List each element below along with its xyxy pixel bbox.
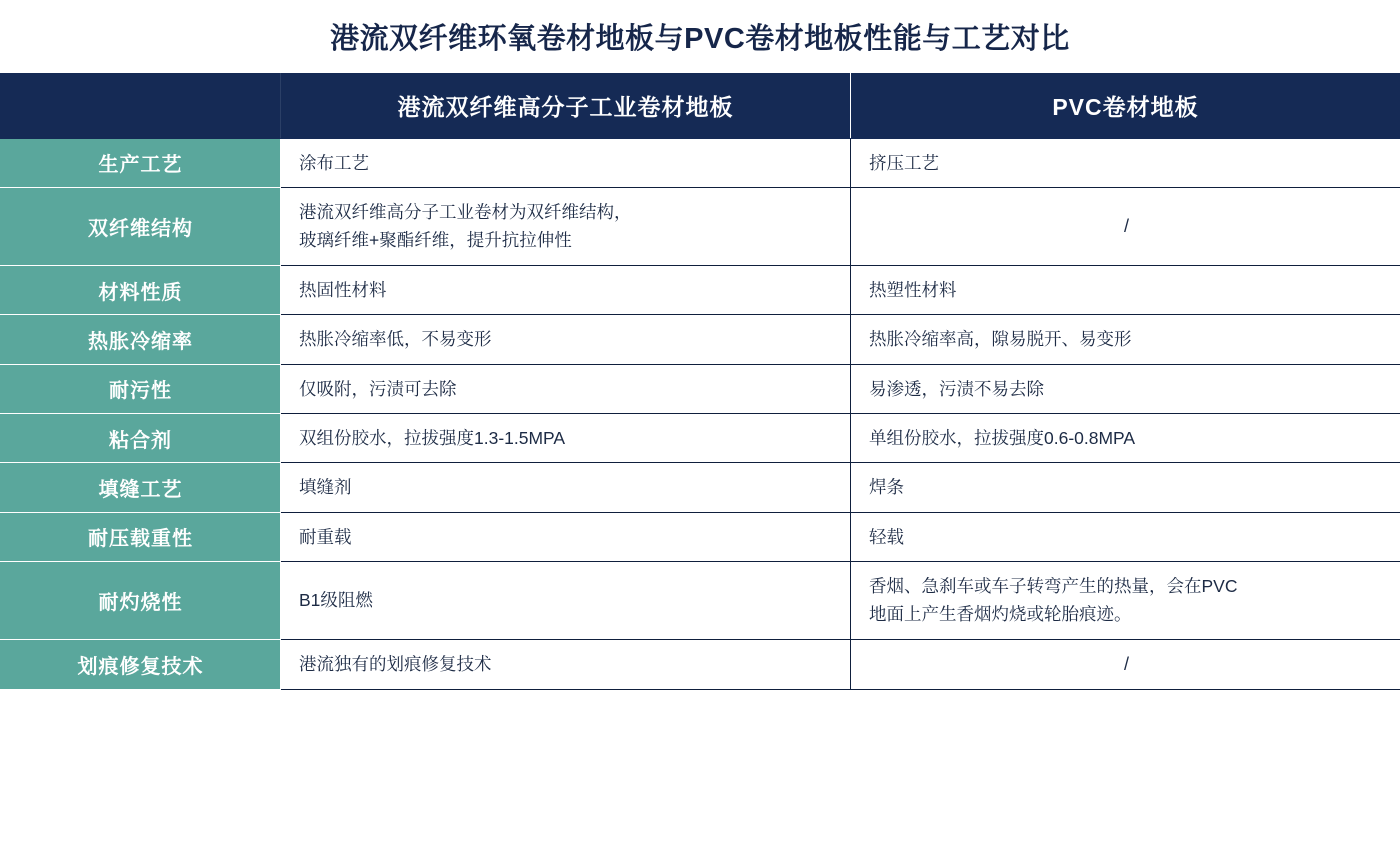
table-body: [1, 138, 1400, 689]
cell-line: 填缝剂: [299, 477, 352, 498]
cell-product-a: [281, 138, 851, 187]
cell-line: 热胀冷缩率低，不易变形: [299, 329, 492, 350]
table-row: [1, 561, 1400, 639]
cell-line: 香烟、急刹车或车子转弯产生的热量，会在PVC: [869, 575, 1238, 596]
cell-product-b: [851, 188, 1400, 266]
cell-product-b: [851, 512, 1400, 561]
cell-line: B1级阻燃: [299, 590, 373, 611]
table-row: [1, 265, 1400, 314]
cell-product-a: [281, 413, 851, 462]
cell-line: 港流独有的划痕修复技术: [299, 653, 492, 674]
cell-product-b: [851, 265, 1400, 314]
cell-line: 地面上产生香烟灼烧或轮胎痕迹。: [869, 604, 1132, 625]
cell-line: 热胀冷缩率高，隙易脱开、易变形: [869, 329, 1132, 350]
table-row: [1, 138, 1400, 187]
cell-product-b: [851, 138, 1400, 187]
cell-product-a: [281, 463, 851, 512]
cell-product-b: [851, 413, 1400, 462]
cell-line: 港流双纤维高分子工业卷材为双纤维结构，: [299, 202, 632, 223]
row-header-label: 耐污性: [1, 364, 281, 413]
cell-line: 玻璃纤维+聚酯纤维，提升抗拉伸性: [299, 230, 572, 251]
cell-product-a: [281, 639, 851, 689]
cell-product-a: [281, 364, 851, 413]
row-header-label: 材料性质: [1, 265, 281, 314]
row-header-label: 耐灼烧性: [1, 561, 281, 639]
cell-line: 涂布工艺: [299, 152, 369, 173]
cell-product-b: [851, 639, 1400, 689]
row-header-label: 耐压载重性: [1, 512, 281, 561]
cell-line: 轻载: [869, 526, 904, 547]
cell-product-a: [281, 265, 851, 314]
cell-line: 仅吸附，污渍可去除: [299, 378, 457, 399]
cell-line: 双组份胶水，拉拔强度1.3-1.5MPA: [299, 427, 566, 448]
row-header-label: 粘合剂: [1, 413, 281, 462]
cell-product-a: [281, 315, 851, 364]
row-header-label: 双纤维结构: [1, 188, 281, 266]
row-header-label: 填缝工艺: [1, 463, 281, 512]
page-title: 港流双纤维环氧卷材地板与PVC卷材地板性能与工艺对比: [330, 23, 1070, 55]
column-header-product-b: PVC卷材地板: [851, 73, 1400, 138]
row-header-label: 生产工艺: [1, 138, 281, 187]
cell-product-a: [281, 188, 851, 266]
table-row: [1, 463, 1400, 512]
cell-line: /: [1123, 653, 1129, 674]
cell-product-b: [851, 561, 1400, 639]
table-row: [1, 639, 1400, 689]
table-row: [1, 413, 1400, 462]
table-row: [1, 512, 1400, 561]
cell-line: 耐重载: [299, 526, 352, 547]
cell-line: 挤压工艺: [869, 152, 939, 173]
table-row: [1, 364, 1400, 413]
table-header-row: [1, 73, 1400, 138]
cell-product-b: [851, 463, 1400, 512]
table-header: [1, 73, 1400, 138]
cell-line: 易渗透，污渍不易去除: [869, 378, 1044, 399]
cell-product-a: [281, 512, 851, 561]
cell-product-b: [851, 364, 1400, 413]
table-row: [1, 188, 1400, 266]
cell-product-b: [851, 315, 1400, 364]
table-corner-cell: [1, 73, 281, 138]
cell-product-a: [281, 561, 851, 639]
comparison-table: [0, 73, 1400, 690]
table-row: [1, 315, 1400, 364]
cell-line: 焊条: [869, 477, 904, 498]
column-header-product-a: 港流双纤维高分子工业卷材地板: [281, 73, 851, 138]
cell-line: 热塑性材料: [869, 279, 957, 300]
cell-line: 单组份胶水，拉拔强度0.6-0.8MPA: [869, 427, 1136, 448]
row-header-label: 热胀冷缩率: [1, 315, 281, 364]
cell-line: /: [1123, 215, 1129, 236]
cell-line: 热固性材料: [299, 279, 387, 300]
row-header-label: 划痕修复技术: [1, 639, 281, 689]
